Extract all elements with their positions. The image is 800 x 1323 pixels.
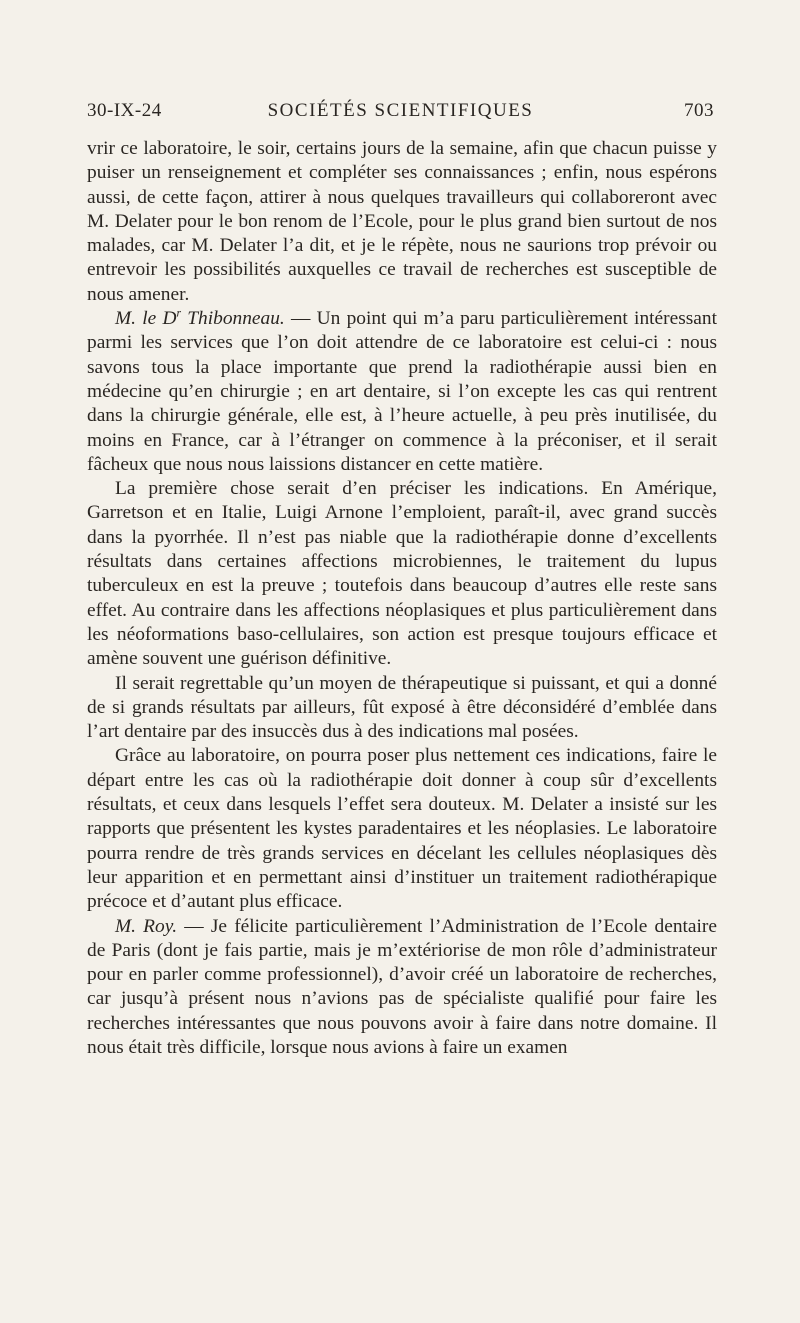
- speaker-name: M. le $D^r$ Thibonneau.: [115, 306, 285, 330]
- paragraph-text: Grâce au laboratoire, on pourra poser plus nettement ces indications, faire le départ entre les cas où la radiothérapie doit donner à coup sûr d’excellents résultats, et ceux dans lesquels l’effet sera douteux. M. Delater a insisté sur les rapports que présentent les kystes paradentaires et les néoplasies. Le laboratoire pourra rendre de très grands services en décelant les cellules néoplasiques dès leur apparition et en permettant ainsi d’instituer un traitement radiothérapique précoce et d’autant plus efficace.: [87, 745, 717, 913]
- speaker-name: M. Roy.: [115, 915, 178, 937]
- paragraph: [87, 672, 717, 745]
- paragraph: [87, 744, 717, 914]
- paragraph-text: — Un point qui m’a paru particulièrement intéressant parmi les services que l’on doit attendre de ce laboratoire est celui-ci : nous savons tous la place importante que prend la radiothérapie aussi bien en médecine qu’en chirurgie ; en art dentaire, si l’on excepte les cas qui rentrent dans la chirurgie générale, elle est, à l’heure actuelle, à peu près inutilisée, du moins en France, car à l’étranger on commence à la préconiser, et il serait fâcheux que nous nous laissions distancer en cette matière.: [87, 308, 717, 475]
- paragraph-roy: [87, 915, 717, 1061]
- body-text: [87, 137, 717, 1060]
- paragraph-text: vrir ce laboratoire, le soir, certains jours de la semaine, afin que chacun puisse y puiser un renseignement et compléter ses connaissances ; enfin, nous espérons aussi, de cette façon, attirer à nous quelques travailleurs qui collaboreront avec M. Delater pour le bon renom de l’Ecole, pour le plus grand bien surtout de nos malades, car M. Delater l’a dit, et je le répète, nous ne saurions trop prévoir ou entrevoir les possibilités auxquelles ce travail de recherches est susceptible de nous amener.: [87, 138, 717, 305]
- paragraph: [87, 477, 717, 671]
- paragraph-text: La première chose serait d’en préciser les indications. En Amérique, Garretson et en Italie, Luigi Arnone l’emploient, paraît-il, avec grand succès dans la pyorrhée. Il n’est pas niable que la radiothérapie donne d’excellents résultats dans certaines affections microbiennes, le traitement du lupus tuberculeux en est la preuve ; toutefois dans beaucoup d’autres elle reste sans effet. Au contraire dans les affections néoplasiques et plus particulièrement dans les néoformations baso-cellulaires, son action est presque toujours efficace et amène souvent une guérison définitive.: [87, 478, 717, 670]
- paragraph-text: — Je félicite particulièrement l’Administration de l’Ecole dentaire de Paris (dont je fais partie, mais je m’extériorise de mon rôle d’administrateur pour en parler comme professionnel), d’avoir créé un laboratoire de recherches, car jusqu’à présent nous n’avions pas de spécialiste qualifié pour faire les recherches intéressantes que nous pouvons avoir à faire dans notre domaine. Il nous était très difficile, lorsque nous avions à faire un examen: [87, 915, 717, 1058]
- page-number: 703: [684, 100, 714, 121]
- paragraph-continued: [87, 137, 717, 307]
- paragraph-thibonneau: [87, 307, 717, 477]
- header-date: 30-IX-24: [87, 100, 162, 121]
- header-title: SOCIÉTÉS SCIENTIFIQUES: [267, 100, 534, 121]
- running-header: [87, 100, 714, 130]
- paragraph-text: Il serait regrettable qu’un moyen de thérapeutique si puissant, et qui a donné de si grands résultats par ailleurs, fût exposé à être déconsidéré d’emblée dans l’art dentaire par des insuccès dus à des indications mal posées.: [87, 672, 717, 743]
